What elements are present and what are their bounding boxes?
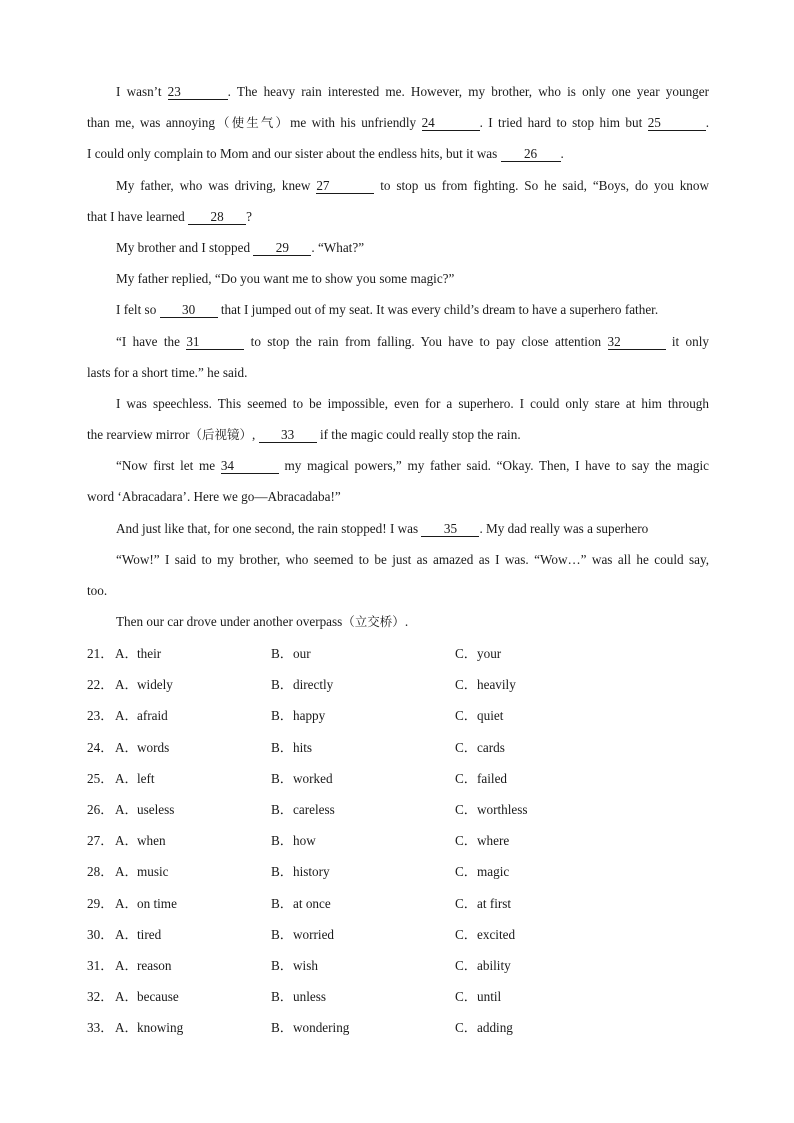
passage-line: [87, 263, 709, 294]
option-b: [271, 950, 318, 981]
option-a: [115, 763, 155, 794]
passage-text: . The heavy rain interested me. However, my brother, who is only one year younger: [227, 84, 709, 99]
option-text: ability: [477, 957, 511, 973]
option-letter: B．: [271, 957, 293, 973]
option-letter: B．: [271, 989, 293, 1005]
question-row: [87, 669, 727, 700]
passage-text: that I jumped out of my seat. It was every child’s dream to have a superhero father.: [217, 302, 659, 318]
passage-line: [87, 232, 709, 263]
option-text: reason: [137, 957, 172, 973]
passage-text: And just like that, for one second, the rain stopped! I was: [116, 520, 422, 536]
question-number: 31．: [87, 957, 114, 973]
question-row: [87, 732, 727, 763]
option-text: history: [293, 864, 330, 880]
option-letter: A．: [115, 957, 138, 973]
blank-35: 35: [421, 522, 479, 537]
passage-text: I was speechless. This seemed to be impossible, even for a superhero. I could only stare at him through: [116, 395, 709, 411]
passage-line: [87, 419, 709, 450]
option-letter: A．: [115, 708, 138, 724]
passage-line: [87, 606, 709, 637]
option-a: [115, 950, 171, 981]
option-b: [271, 669, 333, 700]
option-c: [455, 700, 503, 731]
option-text: quiet: [477, 708, 504, 724]
question-number: 29．: [87, 895, 114, 911]
question-number: 33．: [87, 1020, 114, 1036]
option-c: [455, 919, 515, 950]
passage-text: “I have the: [116, 333, 187, 349]
option-letter: C．: [455, 926, 477, 942]
option-letter: C．: [455, 895, 477, 911]
blank-25: 25: [648, 116, 706, 131]
option-letter: A．: [115, 1020, 138, 1036]
question-row: [87, 981, 727, 1012]
option-b: [271, 763, 333, 794]
passage-line: [87, 450, 709, 481]
option-a: [115, 919, 161, 950]
option-letter: C．: [455, 677, 477, 693]
passage-text: I could only complain to Mom and our sister about the endless hits, but it was: [87, 146, 501, 162]
passage-text: the rearview mirror: [87, 427, 190, 443]
option-a: [115, 700, 168, 731]
option-text: at once: [293, 895, 331, 911]
question-row: [87, 888, 727, 919]
option-text: our: [293, 646, 311, 661]
option-text: magic: [477, 864, 510, 880]
cloze-passage: [87, 76, 709, 637]
passage-text: ,: [252, 427, 259, 443]
passage-text: . My dad really was a superhero: [479, 520, 649, 536]
option-text: happy: [293, 708, 326, 724]
option-text: words: [137, 739, 170, 755]
option-c: [455, 638, 501, 669]
passage-text: ?: [246, 208, 252, 224]
option-a: [115, 669, 173, 700]
blank-29: 29: [253, 241, 311, 256]
passage-text: if the magic could really stop the rain.: [316, 427, 521, 443]
option-a: [115, 794, 174, 825]
passage-line: [87, 76, 709, 107]
blank-34: 34: [221, 459, 279, 474]
question-number: 30．: [87, 926, 114, 942]
option-c: [455, 1012, 513, 1043]
option-text: cards: [477, 739, 505, 755]
blank-26: 26: [501, 147, 561, 162]
blank-33: 33: [259, 428, 317, 443]
option-a: [115, 981, 179, 1012]
passage-text: to stop the rain from falling. You have to pay close attention: [244, 333, 608, 349]
option-letter: B．: [271, 646, 293, 661]
option-text: how: [293, 833, 316, 849]
passage-text: than me, was annoying: [87, 115, 215, 131]
option-c: [455, 669, 516, 700]
passage-line: [87, 201, 709, 232]
question-number: 27．: [87, 833, 114, 849]
option-text: tired: [137, 926, 162, 942]
question-number: 22．: [87, 677, 114, 693]
option-text: when: [137, 833, 166, 849]
question-number: 24．: [87, 739, 114, 755]
option-text: left: [137, 770, 155, 786]
passage-line: [87, 357, 709, 388]
passage-text: too.: [87, 583, 108, 598]
option-letter: A．: [115, 864, 138, 880]
answer-options: [87, 638, 727, 1043]
option-b: [271, 981, 326, 1012]
option-letter: B．: [271, 770, 293, 786]
option-letter: C．: [455, 770, 477, 786]
question-number: 23．: [87, 708, 114, 724]
option-letter: A．: [115, 646, 138, 661]
question-number: 25．: [87, 770, 114, 786]
passage-line: [87, 481, 709, 512]
option-c: [455, 950, 511, 981]
option-letter: C．: [455, 801, 477, 817]
question-row: [87, 700, 727, 731]
option-text: useless: [137, 801, 175, 817]
option-text: excited: [477, 926, 516, 942]
option-b: [271, 919, 334, 950]
question-number: 21．: [87, 646, 114, 661]
option-text: knowing: [137, 1020, 184, 1036]
passage-text: word ‘Abracadara’. Here we go—Abracadaba!”: [87, 489, 341, 505]
blank-31: 31: [186, 335, 244, 350]
passage-line: [87, 138, 709, 169]
option-text: music: [137, 864, 169, 880]
option-letter: B．: [271, 708, 293, 724]
option-text: until: [477, 989, 502, 1005]
blank-32: 32: [608, 335, 666, 350]
option-letter: B．: [271, 739, 293, 755]
option-text: failed: [477, 770, 508, 786]
option-b: [271, 825, 316, 856]
blank-30: 30: [160, 303, 218, 318]
option-letter: A．: [115, 895, 138, 911]
option-c: [455, 981, 501, 1012]
option-a: [115, 1012, 183, 1043]
option-text: heavily: [477, 677, 516, 693]
option-letter: B．: [271, 895, 293, 911]
passage-text: it only: [665, 333, 709, 349]
option-c: [455, 888, 511, 919]
option-letter: A．: [115, 770, 138, 786]
option-letter: C．: [455, 708, 477, 724]
passage-line: [87, 107, 709, 138]
passage-text: My father, who was driving, knew: [116, 177, 317, 193]
option-text: your: [477, 646, 502, 661]
option-c: [455, 825, 509, 856]
option-letter: A．: [115, 801, 138, 817]
question-row: [87, 794, 727, 825]
option-letter: A．: [115, 833, 138, 849]
option-b: [271, 888, 331, 919]
passage-text: “Now first let me: [116, 458, 221, 474]
passage-line: [87, 513, 709, 544]
passage-line: [87, 170, 709, 201]
option-letter: B．: [271, 926, 293, 942]
option-letter: C．: [455, 739, 477, 755]
passage-text: Then our car drove under another overpass: [116, 614, 343, 630]
option-letter: B．: [271, 833, 293, 849]
option-letter: C．: [455, 989, 477, 1005]
option-letter: C．: [455, 1020, 477, 1036]
option-a: [115, 825, 166, 856]
question-number: 28．: [87, 864, 114, 880]
option-text: worthless: [477, 801, 528, 817]
chinese-gloss: （后视镜）: [189, 427, 253, 443]
question-number: 26．: [87, 801, 114, 817]
blank-23: 23: [168, 85, 228, 100]
passage-text: to stop us from fighting. So he said, “Boys, do you know: [374, 177, 709, 193]
option-letter: C．: [455, 864, 477, 880]
option-text: unless: [293, 989, 326, 1005]
option-b: [271, 732, 312, 763]
question-row: [87, 825, 727, 856]
option-letter: B．: [271, 677, 293, 693]
option-text: careless: [293, 801, 335, 817]
option-letter: C．: [455, 646, 477, 661]
passage-text: . “What?”: [311, 239, 365, 255]
option-text: hits: [293, 739, 313, 755]
question-number: 32．: [87, 989, 114, 1005]
option-text: their: [137, 646, 162, 661]
option-text: widely: [137, 677, 173, 693]
option-text: worked: [293, 770, 333, 786]
option-letter: B．: [271, 864, 293, 880]
option-a: [115, 856, 169, 887]
question-row: [87, 638, 727, 669]
option-letter: A．: [115, 677, 138, 693]
option-text: wish: [293, 957, 318, 973]
option-letter: C．: [455, 957, 477, 973]
blank-27: 27: [316, 179, 374, 194]
option-text: adding: [477, 1020, 513, 1036]
option-c: [455, 763, 507, 794]
passage-text: my magical powers,” my father said. “Okay. Then, I have to say the magic: [278, 458, 709, 474]
option-letter: C．: [455, 833, 477, 849]
option-text: because: [137, 989, 179, 1005]
passage-line: [87, 575, 709, 606]
option-a: [115, 888, 177, 919]
passage-line: [87, 294, 709, 325]
passage-text: . I tried hard to stop him but: [479, 115, 648, 131]
option-a: [115, 638, 161, 669]
chinese-gloss: （立交桥）: [342, 614, 405, 630]
option-letter: B．: [271, 1020, 293, 1036]
option-text: where: [477, 833, 510, 849]
option-b: [271, 638, 311, 669]
option-c: [455, 794, 528, 825]
option-b: [271, 1012, 349, 1043]
passage-text: I wasn’t: [116, 84, 168, 99]
question-row: [87, 1012, 727, 1043]
question-row: [87, 919, 727, 950]
chinese-gloss: （使生气）: [214, 115, 291, 131]
option-text: afraid: [137, 708, 168, 724]
passage-text: lasts for a short time.” he said.: [87, 364, 248, 380]
option-letter: B．: [271, 801, 293, 817]
passage-line: [87, 326, 709, 357]
option-b: [271, 794, 335, 825]
passage-line: [87, 388, 709, 419]
option-b: [271, 700, 325, 731]
option-letter: A．: [115, 926, 138, 942]
passage-line: [87, 544, 709, 575]
passage-text: .: [705, 115, 709, 131]
option-c: [455, 732, 505, 763]
option-text: directly: [293, 677, 334, 693]
passage-text: me with his unfriendly: [290, 115, 422, 131]
passage-text: My brother and I stopped: [116, 239, 254, 255]
passage-text: that I have learned: [87, 208, 189, 224]
passage-text: .: [404, 614, 409, 630]
option-c: [455, 856, 509, 887]
passage-text: I felt so: [116, 302, 160, 318]
passage-text: .: [560, 146, 564, 162]
option-text: wondering: [293, 1020, 350, 1036]
option-a: [115, 732, 169, 763]
passage-text: “Wow!” I said to my brother, who seemed to be just as amazed as I was. “Wow…” was all he could say,: [116, 551, 709, 567]
option-text: on time: [137, 895, 177, 911]
option-letter: A．: [115, 739, 138, 755]
question-row: [87, 856, 727, 887]
blank-24: 24: [422, 116, 480, 131]
option-text: at first: [477, 895, 512, 911]
passage-text: My father replied, “Do you want me to show you some magic?”: [116, 271, 455, 287]
option-b: [271, 856, 330, 887]
question-row: [87, 950, 727, 981]
option-letter: A．: [115, 989, 138, 1005]
option-text: worried: [293, 926, 335, 942]
blank-28: 28: [188, 210, 246, 225]
question-row: [87, 763, 727, 794]
